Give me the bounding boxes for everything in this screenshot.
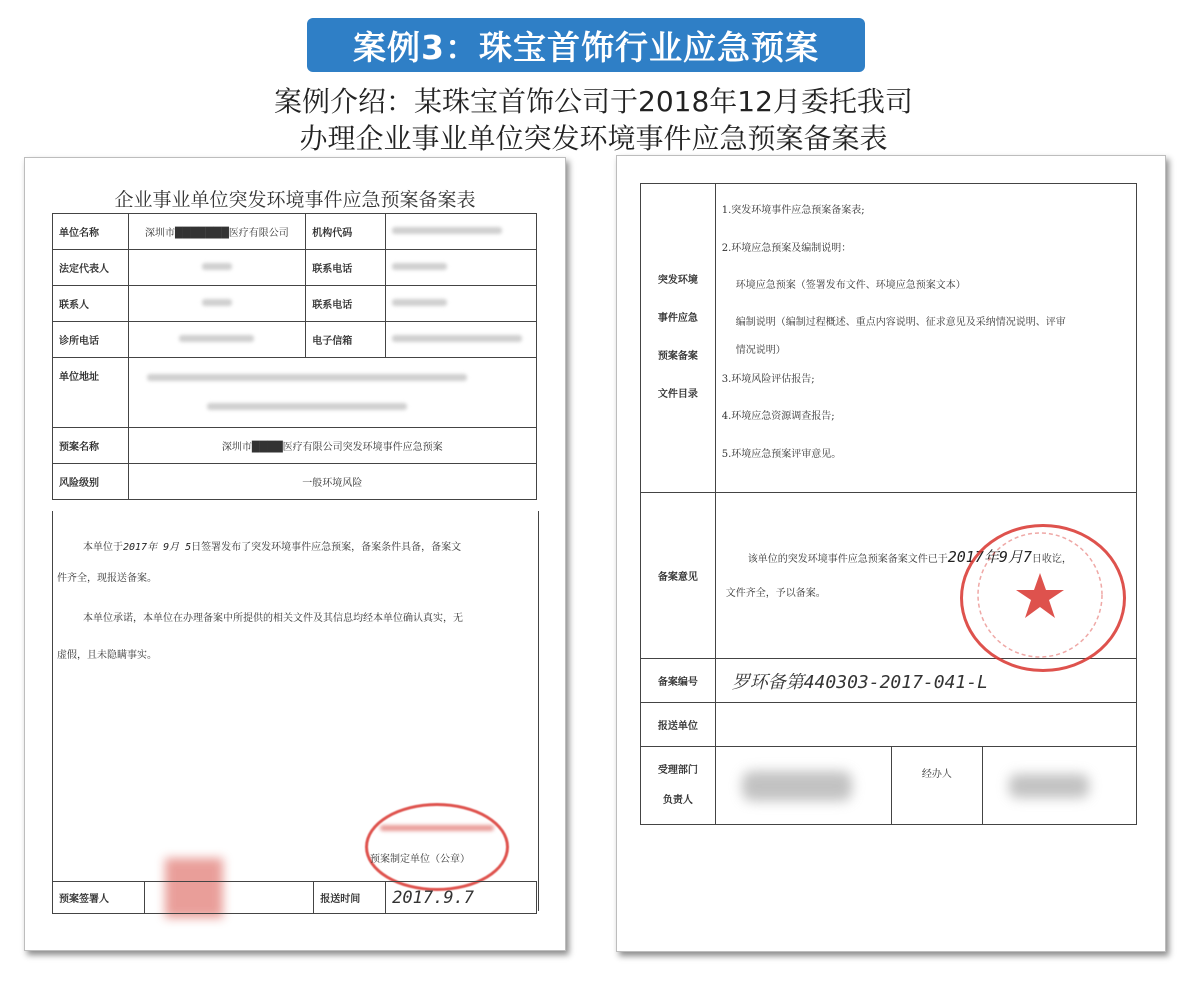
dept-head-label (641, 747, 716, 825)
table-row (53, 358, 537, 428)
docs-label (641, 184, 716, 493)
docs-item: 1.突发环境事件应急预案备案表; (721, 205, 865, 216)
opinion-text-c: 文件齐全，予以备案。 (725, 588, 826, 599)
org-code-label: 机构代码 (306, 214, 386, 250)
contact-value (128, 286, 306, 322)
phone2-label: 联系电话 (306, 286, 386, 322)
table-row (641, 184, 1137, 493)
opinion-text-b: 日收讫， (1031, 554, 1072, 565)
filing-info-table (52, 213, 537, 500)
plan-name-label: 预案名称 (53, 428, 129, 464)
table-row (53, 286, 537, 322)
table-row (53, 322, 537, 358)
docs-item: 5.环境应急预案评审意见。 (721, 448, 842, 460)
docs-label-line-1: 突发环境 (657, 275, 698, 286)
table-row (641, 703, 1137, 747)
company-seal (365, 803, 509, 891)
signer-table (52, 881, 537, 914)
intro-line-1: 案例介绍：某珠宝首饰公司于2018年12月委托我司 (274, 85, 913, 118)
filing-form-page (24, 157, 566, 951)
docs-item: 3.环境风险评估报告; (721, 373, 815, 385)
docs-item: 环境应急预案（签署发布文件、环境应急预案文本） (735, 280, 966, 291)
submit-unit-label: 报送单位 (641, 703, 716, 747)
signer-value (144, 882, 314, 914)
signer-label: 预案签署人 (53, 882, 145, 914)
legal-rep-value (128, 250, 306, 286)
email-label: 电子信箱 (306, 322, 386, 358)
filing-review-table (640, 183, 1137, 825)
submit-unit-value (715, 703, 1136, 747)
declaration-text-1b: 日签署发布了突发环境事件应急预案，备案条件具备，备案文 (191, 542, 462, 553)
docs-item: 编制说明（编制过程概述、重点内容说明、征求意见及采纳情况说明、评审 (735, 316, 1066, 328)
address-label: 单位地址 (53, 358, 129, 428)
risk-level-label: 风险级别 (53, 464, 129, 500)
handwritten-sign-date: 2017年 9月 5 (123, 542, 192, 553)
submit-time-value: 2017.9.7 (386, 882, 537, 914)
table-row (53, 250, 537, 286)
declaration-text-1a: 本单位于 (83, 542, 123, 553)
docs-item: 4.环境应急资源调查报告; (721, 411, 835, 422)
opinion-handwritten-date: 2017年9月7 (947, 548, 1032, 566)
clinic-phone-label: 诊所电话 (53, 322, 129, 358)
signature-icon (742, 771, 852, 801)
filing-number-label: 备案编号 (641, 659, 716, 703)
submit-time-label: 报送时间 (314, 882, 386, 914)
contact-label: 联系人 (53, 286, 129, 322)
declaration-text-2a: 本单位承诺，本单位在办理备案中所提供的相关文件及其信息均经本单位确认真实，无 (83, 613, 463, 624)
phone1-label: 联系电话 (306, 250, 386, 286)
handler-signature (983, 747, 1137, 825)
declaration-paragraph-1 (83, 538, 533, 557)
official-seal (960, 524, 1126, 672)
intro-line-2: 办理企业事业单位突发环境事件应急预案备案表 (299, 122, 888, 155)
filing-form-page-2 (616, 155, 1166, 952)
docs-label-line-3: 预案备案 (657, 351, 698, 362)
table-row (53, 464, 537, 500)
address-value (128, 358, 536, 428)
filing-number-value: 罗环备第440303-2017-041-L (715, 659, 1136, 703)
table-row (53, 214, 537, 250)
form-title: 企业事业单位突发环境事件应急预案备案表 (114, 189, 476, 211)
case-title-banner (307, 18, 865, 72)
declaration-text-1c: 件齐全，现报送备案。 (57, 573, 157, 584)
opinion-text-a: 该单位的突发环境事件应急预案备案文件已于 (747, 554, 948, 565)
risk-level-value: 一般环境风险 (128, 464, 536, 500)
case-title: 案例3：珠宝首饰行业应急预案 (353, 27, 819, 67)
star-icon (960, 524, 1120, 666)
declaration-text-2b: 虚假，且未隐瞒事实。 (57, 650, 157, 661)
handler-label: 经办人 (891, 747, 983, 825)
docs-item: 情况说明） (735, 344, 786, 356)
org-code-value (386, 214, 537, 250)
head-label: 负责人 (662, 794, 693, 806)
unit-name-value: 深圳市███████医疗有限公司 (128, 214, 306, 250)
table-row (53, 428, 537, 464)
email-value (386, 322, 537, 358)
clinic-phone-value (128, 322, 306, 358)
legal-rep-label: 法定代表人 (53, 250, 129, 286)
table-row (53, 882, 537, 914)
phone1-value (386, 250, 537, 286)
unit-name-label: 单位名称 (53, 214, 129, 250)
docs-label-line-2: 事件应急 (657, 313, 698, 324)
dept-label: 受理部门 (657, 764, 698, 776)
phone2-value (386, 286, 537, 322)
opinion-label: 备案意见 (641, 493, 716, 659)
docs-item: 2.环境应急预案及编制说明： (721, 242, 852, 254)
docs-label-line-4: 文件目录 (657, 389, 698, 400)
plan-name-value: 深圳市████医疗有限公司突发环境事件应急预案 (128, 428, 536, 464)
docs-list (715, 184, 1136, 493)
signature-icon (1009, 774, 1089, 798)
head-signature (715, 747, 891, 825)
table-row (641, 747, 1137, 825)
stamp-caption: 预案制定单位（公章） (370, 854, 470, 865)
